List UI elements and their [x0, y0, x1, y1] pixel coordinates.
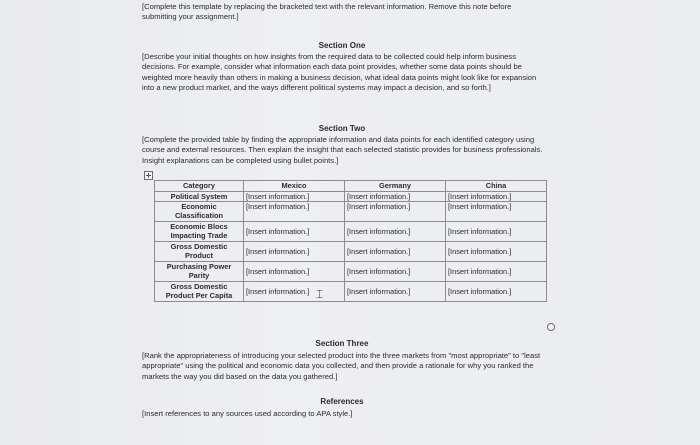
references-title: References — [320, 397, 364, 406]
header-mexico[interactable]: Mexico — [244, 181, 345, 192]
cell-mexico[interactable]: [Insert information.] — [244, 262, 345, 282]
section-two-body[interactable]: [Complete the provided table by finding the appropriate information and data points for each identified category using course and external resources. Then explain the insight that each selected statistic provides for business professionals. Insight explanations can be completed using bullet points.] — [142, 135, 543, 165]
table-row — [155, 222, 547, 242]
cell-mexico[interactable]: [Insert information.] — [244, 202, 345, 222]
section-two-title: Section Two — [318, 124, 366, 133]
cell-mexico[interactable]: [Insert information.] — [244, 282, 345, 302]
row-category[interactable]: Economic Classification — [155, 202, 244, 222]
table-header-row — [155, 181, 547, 192]
row-category[interactable]: Gross Domestic Product — [155, 242, 244, 262]
section-one-body[interactable]: [Describe your initial thoughts on how insights from the required data to be collected could help inform business decisions. For example, consider what information each data point provides, whether some data points should be weighted more heavily than others in making a business decision, what ideal data points might look like for expansion into a new product market, and the ways different political systems may impact a decision, and so forth.] — [142, 52, 537, 93]
cell-mexico[interactable]: [Insert information.] — [244, 222, 345, 242]
template-note[interactable]: [Complete this template by replacing the bracketed text with the relevant information. Remove this note before submitting your assignment.] — [142, 2, 512, 22]
section-three-title: Section Three — [315, 339, 369, 348]
row-category[interactable]: Economic Blocs Impacting Trade — [155, 222, 244, 242]
cell-germany[interactable]: [Insert information.] — [345, 192, 446, 202]
cell-germany[interactable]: [Insert information.] — [345, 202, 446, 222]
cell-germany[interactable]: [Insert information.] — [345, 282, 446, 302]
table-row — [155, 202, 547, 222]
cell-germany[interactable]: [Insert information.] — [345, 222, 446, 242]
header-germany[interactable]: Germany — [345, 181, 446, 192]
section-three-body[interactable]: [Rank the appropriateness of introducing your selected product into the three markets from "most appropriate" to "least appropriate" using the political and economic data you collected, and then provide a rationale for why you ranked the markets the way you did based on the data you gathered.] — [142, 351, 541, 381]
section-one-title: Section One — [318, 41, 366, 50]
cell-china[interactable]: [Insert information.] — [446, 222, 547, 242]
table-row — [155, 242, 547, 262]
table-row — [155, 192, 547, 202]
table-row — [155, 282, 547, 302]
cell-china[interactable]: [Insert information.] — [446, 192, 547, 202]
row-category[interactable]: Gross Domestic Product Per Capita — [155, 282, 244, 302]
cell-mexico[interactable]: [Insert information.] — [244, 192, 345, 202]
table-move-handle-icon[interactable] — [144, 171, 153, 180]
cell-germany[interactable]: [Insert information.] — [345, 262, 446, 282]
cell-china[interactable]: [Insert information.] — [446, 202, 547, 222]
cell-china[interactable]: [Insert information.] — [446, 282, 547, 302]
cell-china[interactable]: [Insert information.] — [446, 262, 547, 282]
table-row — [155, 262, 547, 282]
references-body[interactable]: [Insert references to any sources used according to APA style.] — [142, 409, 353, 418]
header-category[interactable]: Category — [155, 181, 244, 192]
country-data-table — [154, 180, 547, 302]
cell-germany[interactable]: [Insert information.] — [345, 242, 446, 262]
row-category[interactable]: Political System — [155, 192, 244, 202]
row-category[interactable]: Purchasing Power Parity — [155, 262, 244, 282]
table-resize-handle[interactable] — [547, 323, 555, 331]
text-cursor-icon: ⌶ — [316, 287, 324, 301]
cell-mexico[interactable]: [Insert information.] — [244, 242, 345, 262]
cell-china[interactable]: [Insert information.] — [446, 242, 547, 262]
header-china[interactable]: China — [446, 181, 547, 192]
